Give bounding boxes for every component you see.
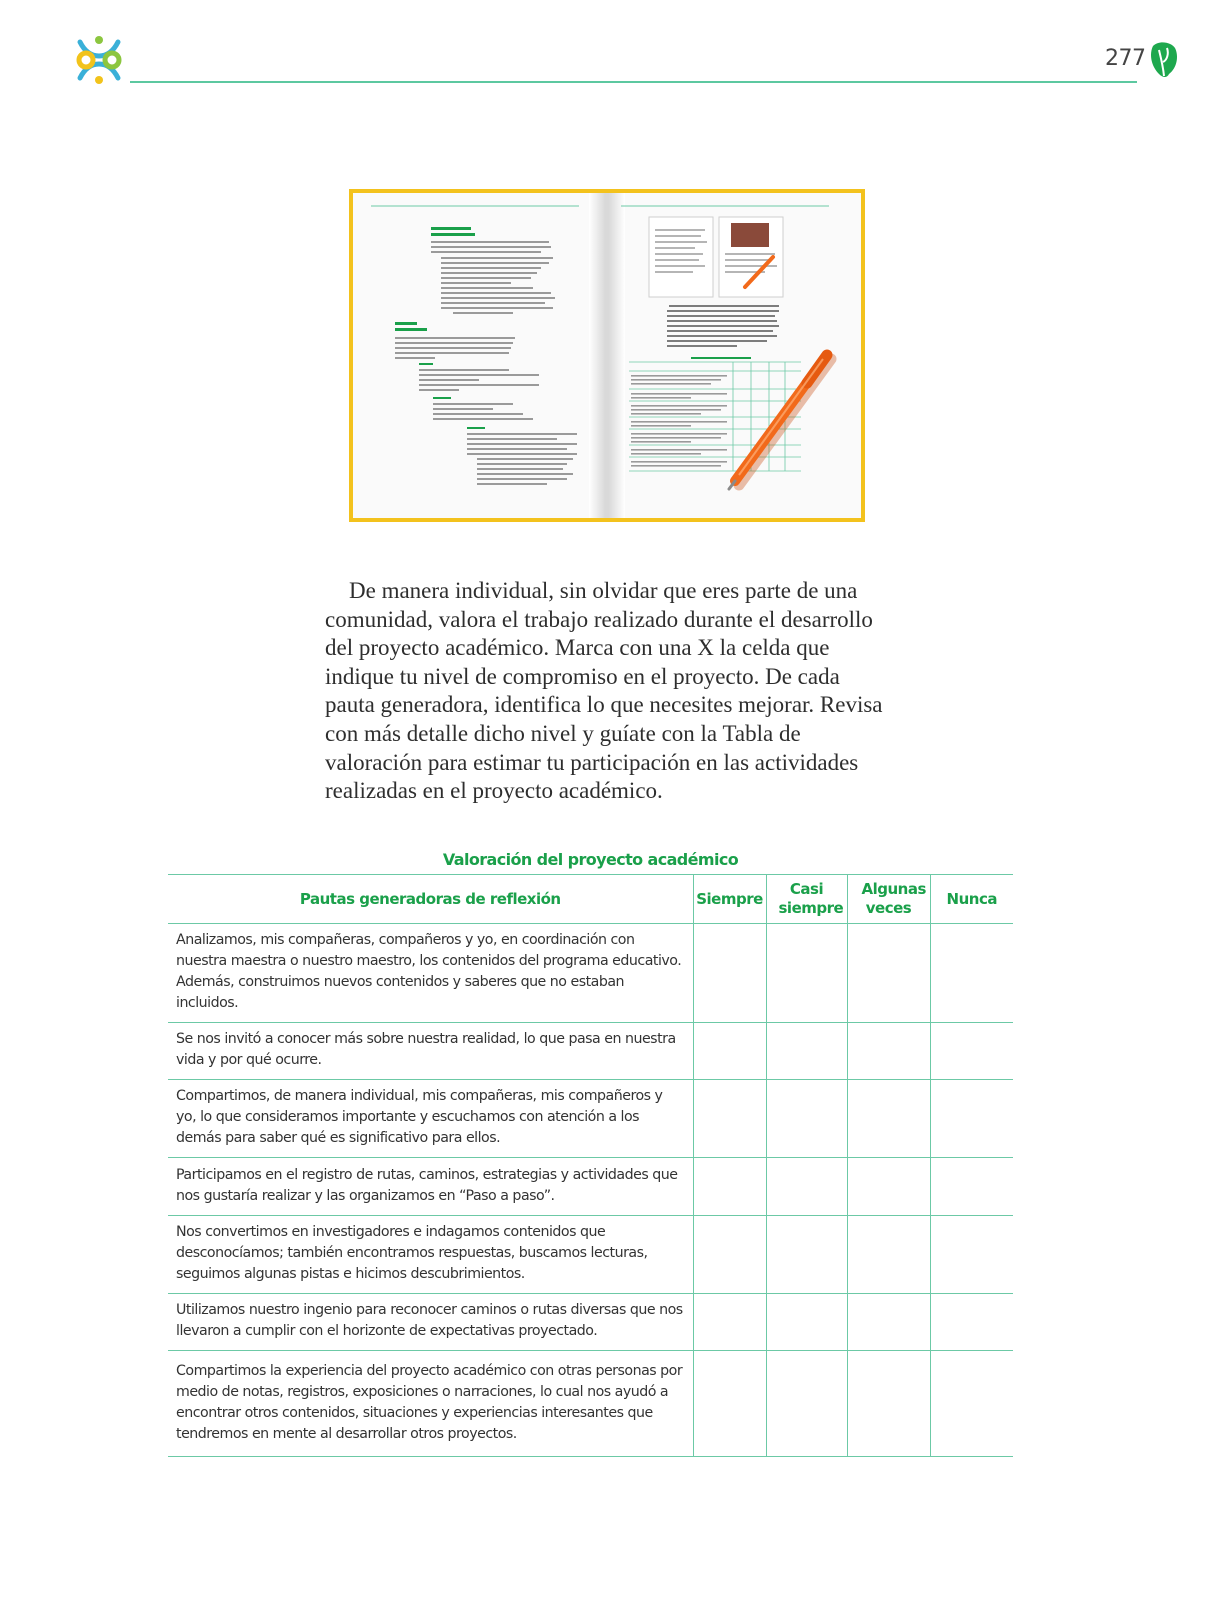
check-cell-nunca[interactable] xyxy=(930,1216,1013,1294)
check-cell-algunas-veces[interactable] xyxy=(847,1216,930,1294)
header-rule xyxy=(130,81,1137,83)
table-row xyxy=(168,1080,1013,1158)
check-cell-casi-siempre[interactable] xyxy=(766,1023,847,1080)
page-number: 277 xyxy=(1105,46,1146,71)
people-link-logo-icon xyxy=(72,34,126,84)
check-cell-siempre[interactable] xyxy=(693,1023,766,1080)
table-row xyxy=(168,1351,1013,1457)
pauta-cell: Participamos en el registro de rutas, caminos, estrategias y actividades que nos gustaría realizar y las organizamos en “Paso a paso”. xyxy=(168,1158,693,1216)
table-row xyxy=(168,1158,1013,1216)
pauta-cell: Compartimos la experiencia del proyecto académico con otras personas por medio de notas, registros, exposiciones o narraciones, lo cual nos ayudó a encontrar otros contenidos, situaciones y experiencias interesantes que tendremos en mente al desarrollar otros proyectos. xyxy=(168,1351,693,1457)
table-row xyxy=(168,1023,1013,1080)
pauta-cell: Utilizamos nuestro ingenio para reconocer caminos o rutas diversas que nos llevaron a cumplir con el horizonte de expectativas proyectado. xyxy=(168,1294,693,1351)
pauta-cell: Analizamos, mis compañeras, compañeros y yo, en coordinación con nuestra maestra o nuestro maestro, los contenidos del programa educativo. Además, construimos nuevos contenidos y saberes que no estaban incluidos. xyxy=(168,924,693,1023)
header-casi-siempre: Casi siempre xyxy=(766,875,847,924)
check-cell-nunca[interactable] xyxy=(930,1158,1013,1216)
check-cell-nunca[interactable] xyxy=(930,1351,1013,1457)
table-row xyxy=(168,1294,1013,1351)
check-cell-casi-siempre[interactable] xyxy=(766,924,847,1023)
header-siempre: Siempre xyxy=(693,875,766,924)
green-leaf-icon xyxy=(1147,40,1181,80)
check-cell-siempre[interactable] xyxy=(693,1294,766,1351)
check-cell-siempre[interactable] xyxy=(693,1158,766,1216)
header-pautas: Pautas generadoras de reflexión xyxy=(168,875,693,924)
check-cell-algunas-veces[interactable] xyxy=(847,1351,930,1457)
check-cell-nunca[interactable] xyxy=(930,1080,1013,1158)
evaluation-table xyxy=(168,874,1013,1457)
check-cell-siempre[interactable] xyxy=(693,1216,766,1294)
header-algunas-veces: Algunas veces xyxy=(847,875,930,924)
check-cell-algunas-veces[interactable] xyxy=(847,1158,930,1216)
check-cell-algunas-veces[interactable] xyxy=(847,924,930,1023)
open-book-with-pen-illustration xyxy=(349,189,865,522)
check-cell-algunas-veces[interactable] xyxy=(847,1023,930,1080)
table-row xyxy=(168,1216,1013,1294)
check-cell-nunca[interactable] xyxy=(930,1023,1013,1080)
check-cell-casi-siempre[interactable] xyxy=(766,1294,847,1351)
table-header-row xyxy=(168,875,1013,924)
check-cell-casi-siempre[interactable] xyxy=(766,1216,847,1294)
header-nunca: Nunca xyxy=(930,875,1013,924)
check-cell-siempre[interactable] xyxy=(693,924,766,1023)
check-cell-algunas-veces[interactable] xyxy=(847,1080,930,1158)
check-cell-nunca[interactable] xyxy=(930,924,1013,1023)
pauta-cell: Compartimos, de manera individual, mis compañeras, mis compañeros y yo, lo que consideramos importante y escuchamos con atención a los demás para saber qué es significativo para ellos. xyxy=(168,1080,693,1158)
table-row xyxy=(168,924,1013,1023)
intro-paragraph: De manera individual, sin olvidar que eres parte de una comunidad, valora el trabajo realizado durante el desarrollo del proyecto académico. Marca con una X la celda que indique tu nivel de compromiso en el proyecto. De cada pauta generadora, identifica lo que necesites mejorar. Revisa con más detalle dicho nivel y guíate con la Tabla de valoración para estimar tu participación en las actividades realizadas en el proyecto académico. xyxy=(325,578,883,804)
check-cell-casi-siempre[interactable] xyxy=(766,1351,847,1457)
check-cell-nunca[interactable] xyxy=(930,1294,1013,1351)
table-title: Valoración del proyecto académico xyxy=(442,850,739,869)
check-cell-siempre[interactable] xyxy=(693,1080,766,1158)
check-cell-siempre[interactable] xyxy=(693,1351,766,1457)
check-cell-algunas-veces[interactable] xyxy=(847,1294,930,1351)
pauta-cell: Se nos invitó a conocer más sobre nuestra realidad, lo que pasa en nuestra vida y por qué ocurre. xyxy=(168,1023,693,1080)
check-cell-casi-siempre[interactable] xyxy=(766,1080,847,1158)
pauta-cell: Nos convertimos en investigadores e indagamos contenidos que desconocíamos; también encontramos respuestas, buscamos lecturas, seguimos algunas pistas e hicimos descubrimientos. xyxy=(168,1216,693,1294)
check-cell-casi-siempre[interactable] xyxy=(766,1158,847,1216)
